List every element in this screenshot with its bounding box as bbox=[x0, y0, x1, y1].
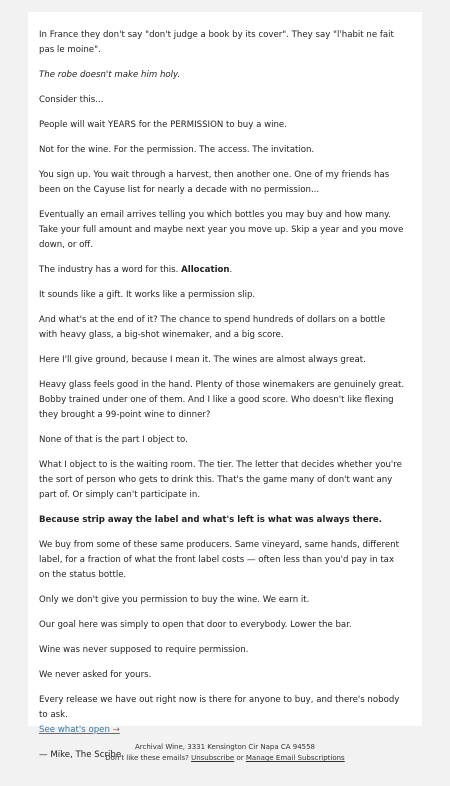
paragraph: You sign up. You wait through a harvest, then another one. One of my friends has been on the Cayuse list for nearly a decade with no permission... bbox=[39, 170, 390, 195]
paragraph-text: Every release we have out right now is there for anyone to buy, and there's nobody to ask. bbox=[39, 695, 400, 720]
paragraph: Wine was never supposed to require permission. bbox=[39, 645, 249, 655]
cta-paragraph bbox=[39, 693, 405, 738]
bold-paragraph bbox=[39, 513, 405, 528]
paragraph: In France they don't say "don't judge a book by its cover". They say "l'habit ne fait pas le moine". bbox=[39, 30, 394, 55]
paragraph: Eventually an email arrives telling you which bottles you may buy and how many. Take your full amount and maybe next year you move up. Skip a year and you move down, or off. bbox=[39, 210, 404, 250]
email-footer bbox=[0, 742, 450, 764]
paragraph: It sounds like a gift. It works like a permission slip. bbox=[39, 290, 256, 300]
signature: — Mike, The Scribe bbox=[39, 750, 122, 760]
footer-address: Archival Wine, 3331 Kensington Cir Napa CA 94558 bbox=[134, 743, 316, 751]
email-body bbox=[39, 28, 405, 773]
manage-subscriptions-link[interactable]: Manage Email Subscriptions bbox=[245, 754, 345, 762]
paragraph: What I object to is the waiting room. The tier. The letter that decides whether you're the sort of person who gets to drink this. That's the game many of don't want any part of. Or simply can't participate in. bbox=[39, 460, 402, 500]
paragraph: Our goal here was simply to open that door to everybody. Lower the bar. bbox=[39, 620, 352, 630]
footer-links-line bbox=[0, 753, 450, 764]
footer-prompt: Don't like these emails? bbox=[105, 754, 189, 762]
paragraph: And what's at the end of it? The chance to spend hundreds of dollars on a bottle with heavy glass, a big-shot winemaker, and a big score. bbox=[39, 315, 386, 340]
allocation-paragraph bbox=[39, 263, 405, 278]
paragraph: People will wait YEARS for the PERMISSION to buy a wine. bbox=[39, 120, 287, 130]
italic-paragraph: The robe doesn't make him holy. bbox=[39, 70, 181, 80]
paragraph: We buy from some of these same producers. Same vineyard, same hands, different label, for a fraction of what the front label costs — often less than you'd pay in tax on the status bottle. bbox=[39, 540, 399, 580]
paragraph: Heavy glass feels good in the hand. Plenty of those winemakers are genuinely great. Bobby trained under one of them. And I like a good score. Who doesn't like flexing they brought a 99-point wine to dinner? bbox=[39, 380, 405, 420]
paragraph-text: The industry has a word for this. bbox=[39, 265, 179, 275]
paragraph: Consider this... bbox=[39, 95, 104, 105]
see-whats-open-link[interactable]: See what's open → bbox=[39, 725, 120, 735]
paragraph-text: . bbox=[229, 265, 233, 275]
bold-text: Because strip away the label and what's left is what was always there. bbox=[39, 515, 382, 525]
paragraph: Not for the wine. For the permission. The access. The invitation. bbox=[39, 145, 315, 155]
allocation-term: Allocation bbox=[181, 265, 230, 275]
paragraph: We never asked for yours. bbox=[39, 670, 152, 680]
unsubscribe-link[interactable]: Unsubscribe bbox=[191, 754, 235, 762]
paragraph: Only we don't give you permission to buy the wine. We earn it. bbox=[39, 595, 310, 605]
footer-or: or bbox=[236, 754, 244, 762]
paragraph: Here I'll give ground, because I mean it. The wines are almost always great. bbox=[39, 355, 366, 365]
paragraph: None of that is the part I object to. bbox=[39, 435, 188, 445]
